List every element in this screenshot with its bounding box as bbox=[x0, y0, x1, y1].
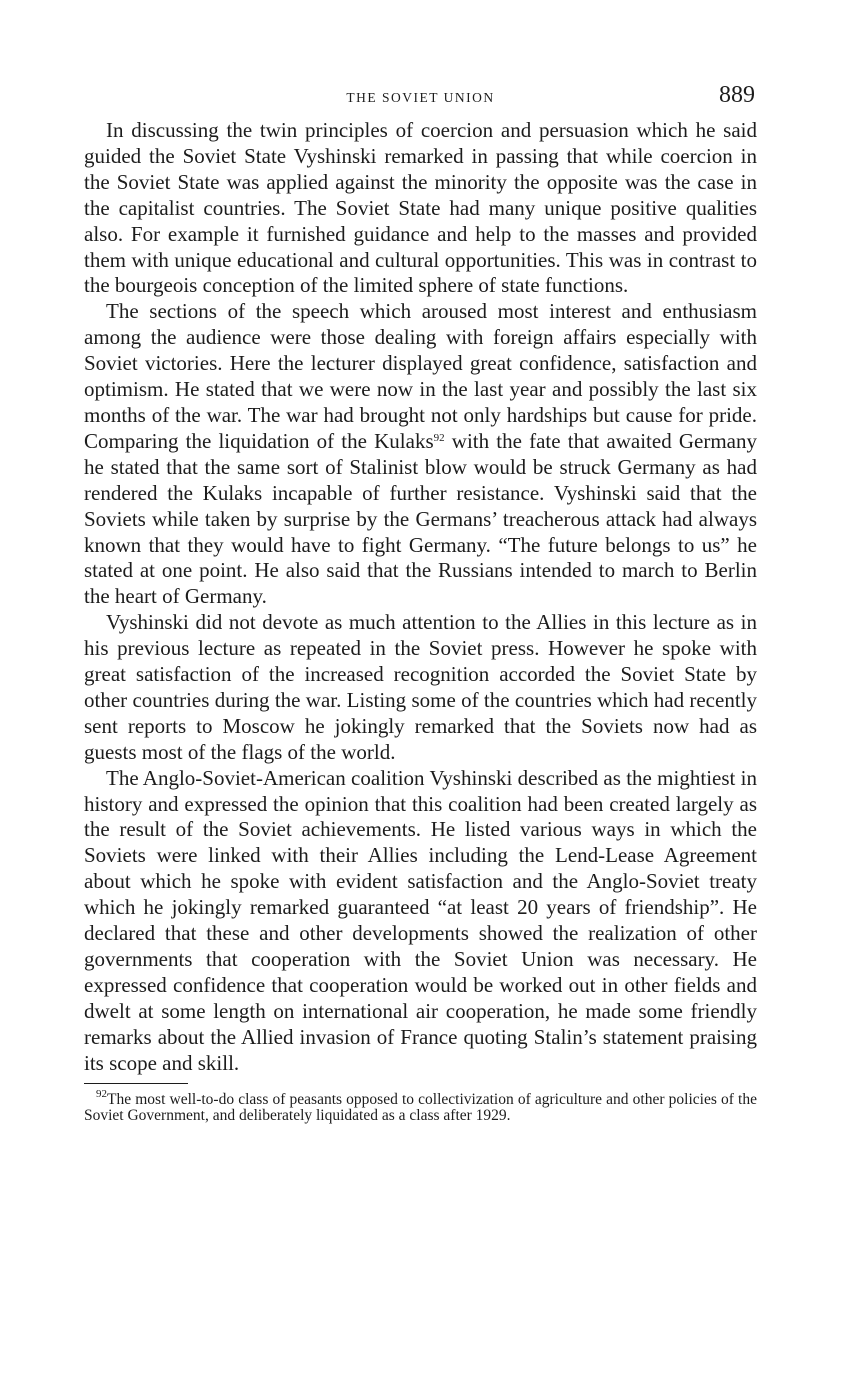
document-page bbox=[84, 78, 757, 1125]
paragraph-text: The sections of the speech which aroused most interest and enthusiasm among the audience were those dealing with foreign affairs especially with Soviet victories. Here the lecturer displayed great confidence, satisfaction and optimism. He stated that we were now in the last year and possibly the last six months of the war. The war had brought not only hardships but cause for pride. Comparing the liquidation of the Kulaks bbox=[84, 299, 757, 453]
footnote-reference: 92 bbox=[433, 431, 445, 444]
footnote bbox=[84, 1087, 757, 1125]
paragraph-coalition: The Anglo-Soviet-American coalition Vyshinski described as the mightiest in history and expressed the opinion that this coalition had been created largely as the result of the Soviet achievements. He listed various ways in which the Soviets were linked with their Allies including the Lend-Lease Agreement about which he spoke with evident satisfaction and the Anglo-Soviet treaty which he jokingly remarked guaranteed “at least 20 years of friendship”. He declared that these and other developments showed the realization of other governments that cooperation with the Soviet Union was necessary. He expressed confidence that cooperation would be worked out in other fields and dwelt at some length on international air cooperation, he made some friendly remarks about the Allied invasion of France quoting Stalin’s statement praising its scope and skill. bbox=[84, 765, 757, 1075]
footnote-divider bbox=[84, 1083, 188, 1084]
page-number: 889 bbox=[719, 82, 755, 108]
footnote-number: 92 bbox=[96, 1087, 107, 1100]
paragraph-foreign-affairs bbox=[84, 299, 757, 610]
running-header bbox=[84, 78, 757, 118]
footnote-text: The most well-to-do class of peasants opposed to collectivization of agriculture and other policies of the Soviet Government, and deliberately liquidated as a class after 1929. bbox=[84, 1090, 757, 1125]
paragraph-coercion-persuasion: In discussing the twin principles of coercion and persuasion which he said guided the Soviet State Vyshinski remarked in passing that while coercion in the Soviet State was applied against the minority the opposite was the case in the capitalist countries. The Soviet State had many unique positive qualities also. For example it furnished guidance and help to the masses and provided them with unique educational and cultural opportunities. This was in contrast to the bourgeois conception of the limited sphere of state functions. bbox=[84, 118, 757, 298]
running-title: THE SOVIET UNION bbox=[346, 90, 495, 105]
paragraph-text: with the fate that awaited Germany he stated that the same sort of Stalinist blow would be struck Germany as had rendered the Kulaks incapable of further resistance. Vyshinski said that the Soviets while taken by surprise by the Germans’ treacherous attack had always known that they would have to fight Germany. “The future belongs to us” he stated at one point. He also said that the Russians intended to march to Berlin the heart of Germany. bbox=[84, 428, 758, 609]
paragraph-allies-lecture: Vyshinski did not devote as much attention to the Allies in this lecture as in his previous lecture as repeated in the Soviet press. However he spoke with great satisfaction of the increased recognition accorded the Soviet State by other countries during the war. Listing some of the countries which had recently sent reports to Moscow he jokingly remarked that the Soviets now had as guests most of the flags of the world. bbox=[84, 610, 757, 764]
body-text bbox=[84, 118, 757, 1077]
